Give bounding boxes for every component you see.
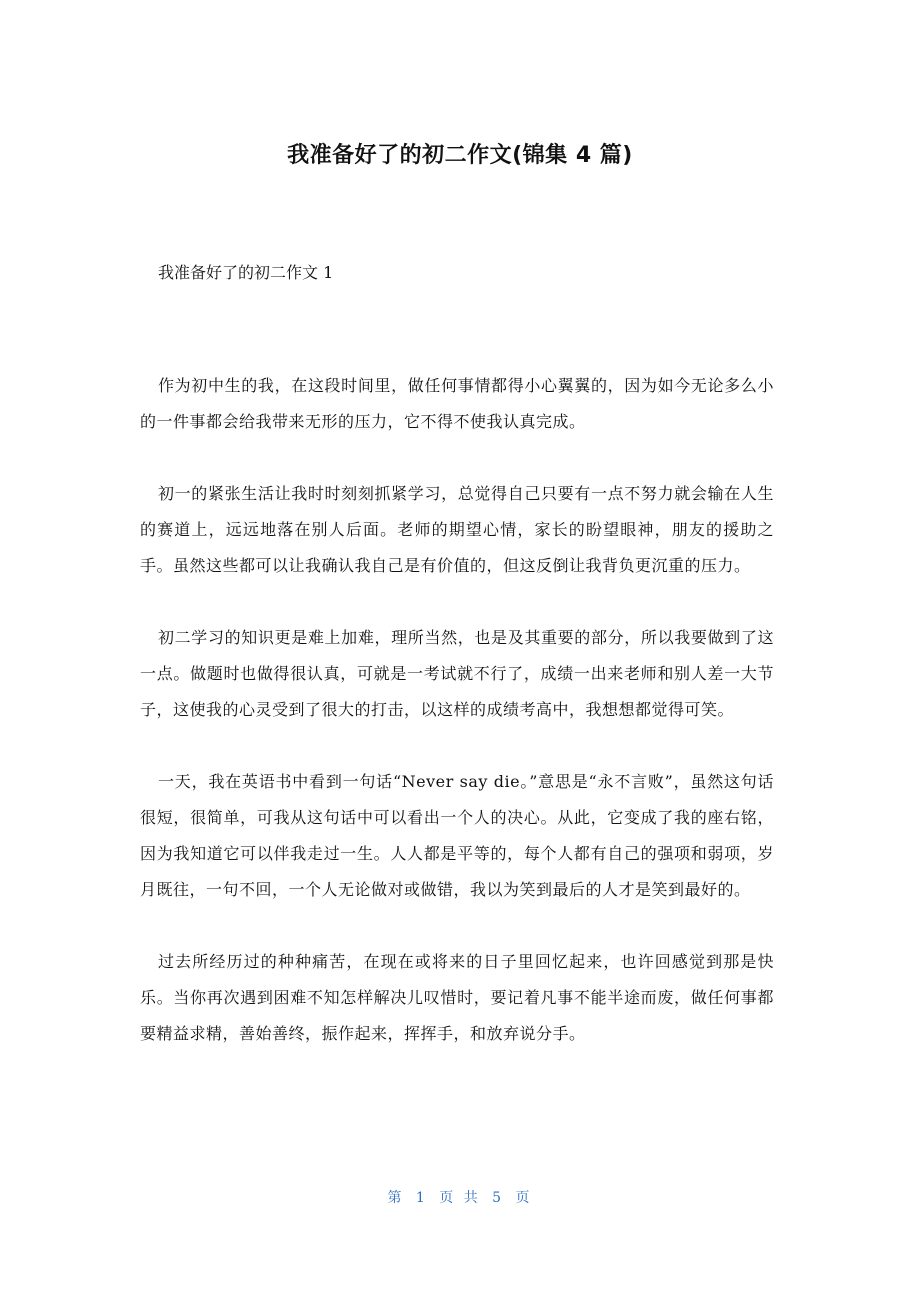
document-title: 我准备好了的初二作文(锦集 4 篇)	[287, 143, 633, 168]
paragraph: 作为初中生的我，在这段时间里，做任何事情都得小心翼翼的，因为如今无论多么小的一件事都会给我带来无形的压力，它不得不使我认真完成。	[140, 376, 774, 431]
page-footer	[0, 1187, 920, 1209]
document-body	[140, 368, 774, 1088]
footer-suffix: 页	[515, 1190, 533, 1206]
footer-total-pages: 5	[492, 1190, 505, 1206]
footer-prefix: 第	[387, 1190, 405, 1206]
footer-page-number: 1	[415, 1190, 428, 1206]
footer-middle: 页 共	[439, 1190, 481, 1206]
paragraph: 初一的紧张生活让我时时刻刻抓紧学习，总觉得自己只要有一点不努力就会输在人生的赛道上，远远地落在别人后面。老师的期望心情，家长的盼望眼神，朋友的援助之手。虽然这些都可以让我确认我自己是有价值的，但这反倒让我背负更沉重的压力。	[140, 484, 774, 575]
paragraph: 一天，我在英语书中看到一句话“Never say die。”意思是“永不言败”，虽然这句话很短，很简单，可我从这句话中可以看出一个人的决心。从此，它变成了我的座右铭，因为我知道它可以伴我走过一生。人人都是平等的，每个人都有自己的强项和弱项，岁月既往，一句不回，一个人无论做对或做错，我以为笑到最后的人才是笑到最好的。	[140, 772, 774, 899]
paragraph: 初二学习的知识更是难上加难，理所当然，也是及其重要的部分，所以我要做到了这一点。做题时也做得很认真，可就是一考试就不行了，成绩一出来老师和别人差一大节子，这使我的心灵受到了很大的打击，以这样的成绩考高中，我想想都觉得可笑。	[140, 628, 774, 719]
section-heading: 我准备好了的初二作文 1	[158, 263, 334, 282]
paragraph: 过去所经历过的种种痛苦，在现在或将来的日子里回忆起来，也许回感觉到那是快乐。当你再次遇到困难不知怎样解决儿叹惜时，要记着凡事不能半途而废，做任何事都要精益求精，善始善终，振作起来，挥挥手，和放弃说分手。	[140, 952, 774, 1043]
